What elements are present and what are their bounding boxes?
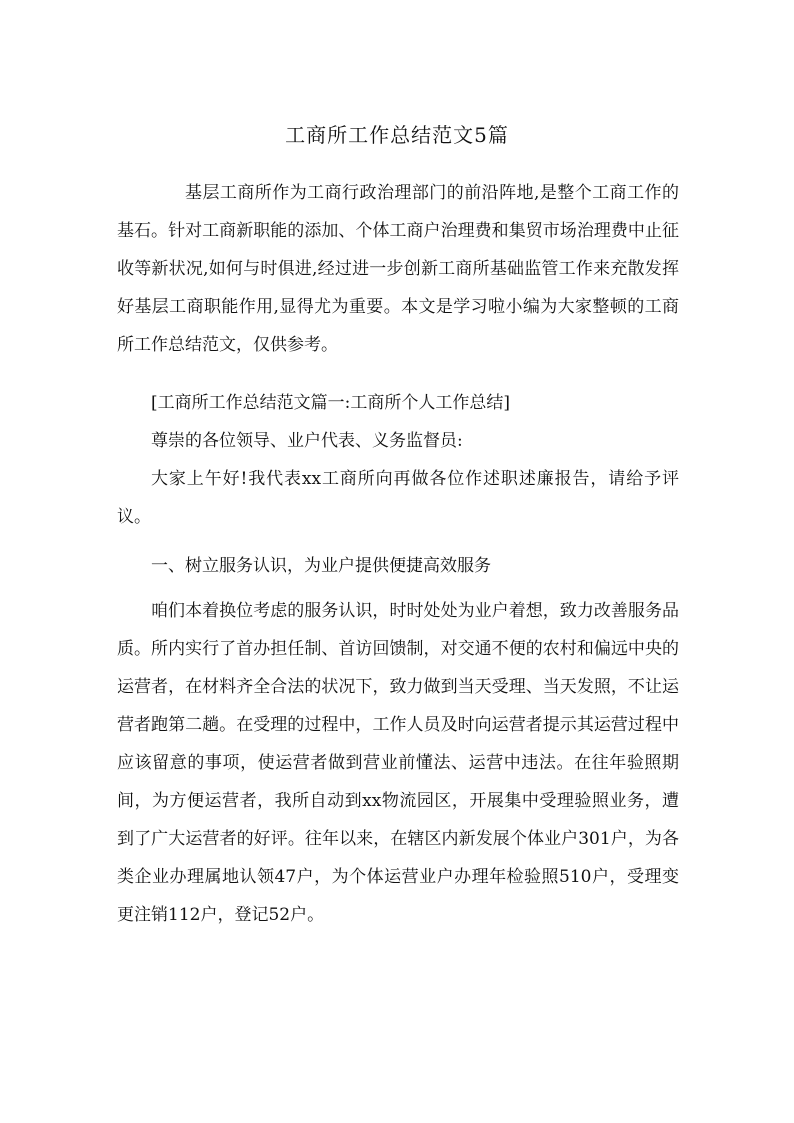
intro-paragraph: 基层工商所作为工商行政治理部门的前沿阵地,是整个工商工作的基石。针对工商新职能的添加、个体工商户治理费和集贸市场治理费中止征收等新状况,如何与时俱进,经过进一步创新工商所基础监管工作来充散发挥好基层工商职能作用,显得尤为重要。本文是学习啦小编为大家整顿的工商所工作总结范文，仅供参考。 — [117, 183, 679, 355]
subheading: 一、树立服务认识，为业户提供便捷高效服务 — [151, 556, 491, 576]
salutation: 尊崇的各位领导、业户代表、义务监督员: — [151, 431, 463, 451]
greeting-paragraph: 大家上午好!我代表xx工商所向再做各位作述职述廉报告，请给予评议。 — [117, 469, 679, 527]
body-paragraph: 咱们本着换位考虑的服务认识，时时处处为业户着想，致力改善服务品质。所内实行了首办担任制、首访回馈制，对交通不便的农村和偏远中央的运营者，在材料齐全合法的状况下，致力做到当天受理、当天发照，不让运营者跑第二趟。在受理的过程中，工作人员及时向运营者提示其运营过程中应该留意的事项，使运营者做到营业前懂法、运营中违法。在往年验照期间，为方便运营者，我所自动到xx物流园区，开展集中受理验照业务，遭到了广大运营者的好评。往年以来，在辖区内新发展个体业户301户，为各类企业办理属地认领47户，为个体运营业户办理年检验照510户，受理变更注销112户，登记52户。 — [117, 601, 679, 925]
document-title: 工商所工作总结范文5篇 — [285, 123, 509, 147]
section-heading: [工商所工作总结范文篇一:工商所个人工作总结] — [151, 393, 510, 413]
